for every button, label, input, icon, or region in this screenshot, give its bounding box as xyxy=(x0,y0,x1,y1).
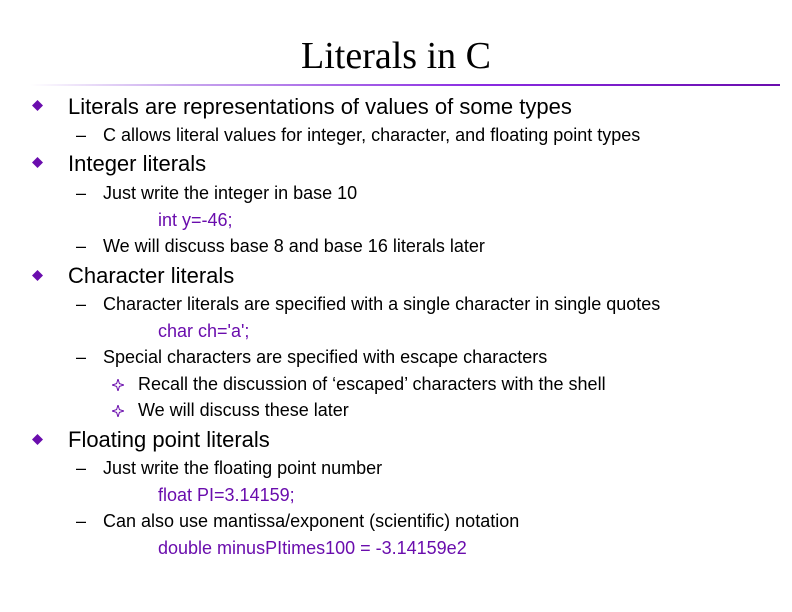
bullet-4-sub-2 xyxy=(76,510,519,532)
bullet-3-text: Character literals xyxy=(68,263,235,288)
bullet-1-text: Literals are representations of values of some types xyxy=(68,94,572,119)
bullet-2-sub-2-text: We will discuss base 8 and base 16 literals later xyxy=(103,236,485,256)
bullet-3-subsub-2-text: We will discuss these later xyxy=(138,400,349,420)
bullet-2-sub-1-text: Just write the integer in base 10 xyxy=(103,183,358,203)
bullet-3-subsub-2 xyxy=(112,399,349,421)
bullet-3-sub-1 xyxy=(76,293,660,315)
code-float-example: float PI=3.14159; xyxy=(158,485,295,505)
bullet-4-sub-2-text: Can also use mantissa/exponent (scientific) notation xyxy=(103,511,520,531)
bullet-3-sub-2 xyxy=(76,346,547,368)
slide-title: Literals in C xyxy=(301,35,491,77)
title-divider xyxy=(30,84,780,86)
dash-marker: – xyxy=(76,236,87,256)
four-point-star-icon xyxy=(112,399,138,421)
bullet-2-text: Integer literals xyxy=(68,151,207,176)
dash-marker: – xyxy=(76,294,87,314)
dash-marker: – xyxy=(76,347,87,367)
diamond-bullet-icon xyxy=(32,270,43,281)
dash-marker: – xyxy=(76,511,87,531)
dash-marker: – xyxy=(76,458,87,478)
bullet-4-sub-1 xyxy=(76,457,382,479)
diamond-bullet-icon xyxy=(32,434,43,445)
bullet-4-sub-1-text: Just write the floating point number xyxy=(103,458,383,478)
bullet-3-subsub-1 xyxy=(112,373,606,395)
code-double-example: double minusPItimes100 = -3.14159e2 xyxy=(158,538,467,558)
bullet-3-subsub-1-text: Recall the discussion of ‘escaped’ characters with the shell xyxy=(138,374,606,394)
bullet-2-sub-1 xyxy=(76,182,357,204)
dash-marker: – xyxy=(76,183,87,203)
bullet-1-sub-1 xyxy=(76,124,640,146)
diamond-bullet-icon xyxy=(32,100,43,111)
bullet-4-text: Floating point literals xyxy=(68,427,270,452)
diamond-bullet-icon xyxy=(32,157,43,168)
bullet-3-sub-2-text: Special characters are specified with escape characters xyxy=(103,347,548,367)
dash-marker: – xyxy=(76,125,87,145)
four-point-star-icon xyxy=(112,373,138,395)
code-char-example: char ch='a'; xyxy=(158,321,250,341)
bullet-2-sub-2 xyxy=(76,235,485,257)
bullet-3-sub-1-text: Character literals are specified with a single character in single quotes xyxy=(103,294,661,314)
bullet-1-sub-1-text: C allows literal values for integer, character, and floating point types xyxy=(103,125,641,145)
code-int-example: int y=-46; xyxy=(158,210,233,230)
